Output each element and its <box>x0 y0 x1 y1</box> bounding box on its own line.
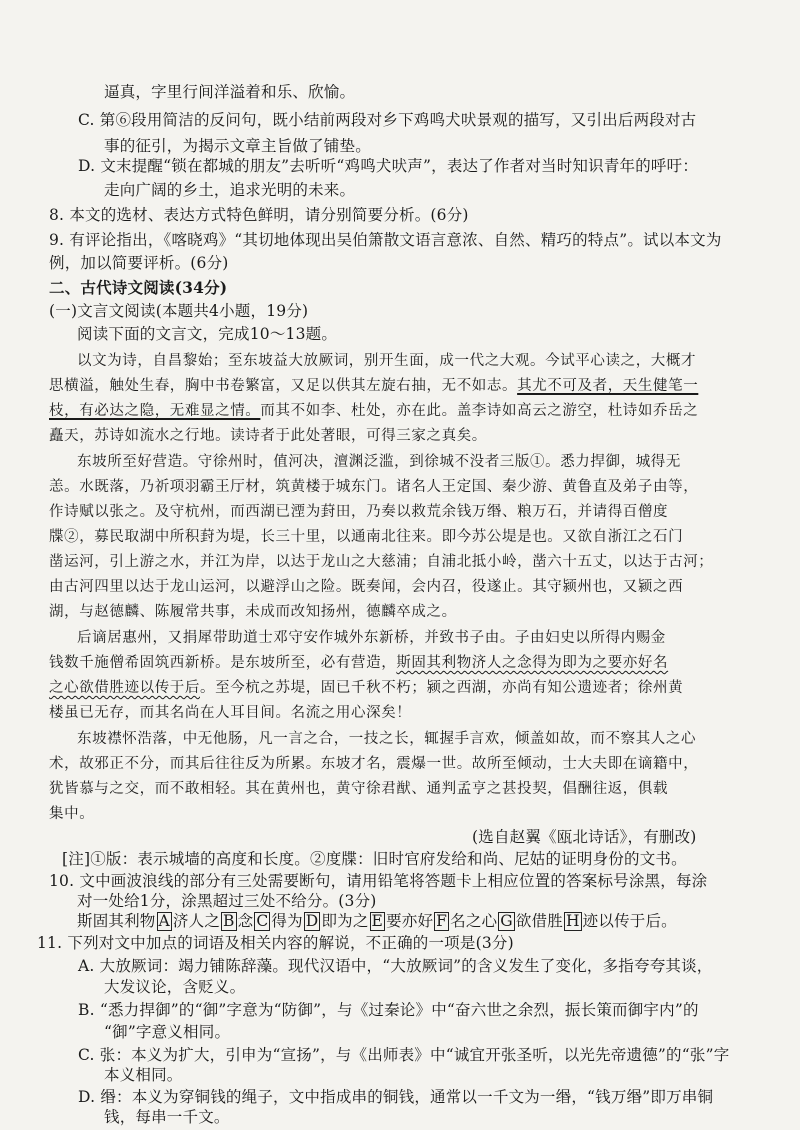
passage-p2-line1: 东坡所至好营造。守徐州时，值河决，澶渊泛滥，到徐城不没者三版①。悉力捍御，城得无 <box>77 454 681 470</box>
q11-option-d-line1: D. 缗：本义为穿铜钱的绳子，文中指成串的铜钱，通常以一千文为一缗，“钱万缗”即万串铜 <box>78 1088 714 1106</box>
q11-option-b-line1: B. “悉力捍御”的“御”字意为“防御”，与《过秦论》中“奋六世之余烈，振长策而御宇内”的 <box>78 1001 699 1019</box>
q7-option-d-line1: D. 文末提醒“锁在都城的朋友”去听听“鸡鸣犬吠声”，表达了作者对当时知识青年的呼吁： <box>78 157 699 175</box>
passage-p3-line3: 之心欲借胜迹以传于后。至今杭之苏堤，固已千秋不朽；颍之西湖，亦尚有知公遗迹者；徐州黄 <box>49 680 684 696</box>
passage-p1-line3: 枝，有必达之隐，无难显之情。而其不如李、杜处，亦在此。盖李诗如高云之游空，杜诗如乔岳之 <box>49 403 699 419</box>
section-title: 二、古代诗文阅读(34分) <box>49 278 228 297</box>
question-11-stem: 11. 下列对文中加点的词语及相关内容的解说，不正确的一项是(3分) <box>37 934 514 952</box>
passage-p3-line2: 钱数千施僧希固筑西新桥。是东坡所至，必有营造，斯固其利物济人之念得为即为之要亦好名 <box>49 655 669 671</box>
marker-f[interactable]: F <box>436 912 448 930</box>
question-9-line1: 9. 有评论指出，《喀晓鸡》“其切地体现出吴伯箫散文语言意浓、自然、精巧的特点”。试以本文为 <box>49 231 722 249</box>
q7-option-d-line2: 走向广阔的乡土，追求光明的未来。 <box>104 181 356 199</box>
q11-option-c-line1: C. 张：本义为扩大，引申为“宣扬”，与《出师表》中“诚宜开张圣听，以光先帝遗德”的“张”字 <box>78 1046 730 1064</box>
passage-p2-line4: 牒②，募民取湖中所积葑为堤，长三十里，以通南北往来。即今苏公堤是也。又欲自浙江之石门 <box>49 529 684 545</box>
wavy-underline-part2: 之心欲借胜迹以传于后 <box>49 680 200 696</box>
q11-option-a-line2: 大发议论，含贬义。 <box>104 978 246 996</box>
passage-p2-line2: 恙。水既落，乃祈项羽霸王厅材，筑黄楼于城东门。诸名人王定国、秦少游、黄鲁直及弟子由等， <box>49 479 699 495</box>
question-9-line2: 例，加以简要评析。(6分) <box>49 254 229 272</box>
question-8: 8. 本文的选材、表达方式特色鲜明，请分别简要分析。(6分) <box>49 206 469 224</box>
q11-option-d-line2: 钱，每串一千文。 <box>104 1108 230 1126</box>
q11-option-c-line2: 本义相同。 <box>104 1066 183 1084</box>
passage-p4-line1: 东坡襟怀浩落，中无他肠，凡一言之合，一技之长，辄握手言欢，倾盖如故，而不察其人之心 <box>77 731 697 747</box>
subsection-title: (一)文言文阅读(本题共4小题，19分) <box>49 302 309 320</box>
passage-p2-line5: 凿运河，引上游之水，并江为岸，以达于龙山之大慈浦；自浦北抵小岭，凿六十五丈，以达于古河； <box>49 554 714 570</box>
reading-instruction: 阅读下面的文言文，完成10～13题。 <box>77 325 338 343</box>
passage-p3-line1: 后谪居惠州，又捐犀带助道士邓守安作城外东新桥，并致书子由。子由妇史以所得内赐金 <box>77 630 666 646</box>
q11-option-b-line2: “御”字意义相同。 <box>104 1023 231 1041</box>
passage-p2-line7: 湖，与赵德麟、陈履常共事，未成而改知扬州，德麟卒成之。 <box>49 604 457 620</box>
passage-p4-line4: 集中。 <box>49 806 95 822</box>
passage-p1-line2: 思横溢，触处生春，胸中书卷繁富，又足以供其左旋右抽，无不如志。其尤不可及者，天生健笔一 <box>49 378 699 394</box>
passage-p2-line3: 作诗赋以张之。及守杭州，而西湖已湮为葑田，乃奏以救荒余钱万缗、粮万石，并请得百僧度 <box>49 504 669 520</box>
passage-p1-line1: 以文为诗，自昌黎始；至东坡益大放厥词，别开生面，成一代之大观。今试平心读之，大概才 <box>77 353 697 369</box>
passage-p4-line2: 术，故邪正不分，而其后往往反为所累。东坡才名，震爆一世。故所至倾动，士大夫即在谪籍中， <box>49 756 699 772</box>
passage-p1-line4: 矗天，苏诗如流水之行地。读诗者于此处著眼，可得三家之真矣。 <box>49 428 487 444</box>
marker-d[interactable]: D <box>305 912 319 930</box>
underlined-sentence-end: 枝，有必达之隐，无难显之情。 <box>49 403 261 419</box>
footnote: [注]①版：表示城墙的高度和长度。②度牒：旧时官府发给和尚、尼姑的证明身份的文书。 <box>62 850 687 868</box>
question-10-line1: 10. 文中画波浪线的部分有三处需要断句，请用铅笔将答题卡上相应位置的答案标号涂黑，每涂 <box>49 872 708 890</box>
passage-p2-line6: 由古河四里以达于龙山运河，以避浮山之险。既奏闻，会内召，役遂止。其守颍州也，又颍之西 <box>49 579 684 595</box>
q7-option-c-line2: 事的征引，为揭示文章主旨做了铺垫。 <box>104 137 371 155</box>
passage-source: (选自赵翼《瓯北诗话》，有删改) <box>472 828 697 846</box>
underlined-sentence: 其尤不可及者，天生健笔一 <box>517 378 699 394</box>
passage-p3-line4: 楼虽已无存，而其名尚在人耳目间。名流之用心深矣！ <box>49 705 412 721</box>
question-10-line2: 对一处给1分，涂黑超过三处不给分。(3分) <box>77 892 377 910</box>
marker-c[interactable]: C <box>256 912 269 930</box>
q11-option-a-line1: A. 大放厥词：竭力铺陈辞藻。现代汉语中，“大放厥词”的含义发生了变化，多指夸夸其谈， <box>78 957 713 975</box>
marker-e[interactable]: E <box>371 912 384 930</box>
marker-a[interactable]: A <box>158 912 170 930</box>
sentence-break-options: 斯固其利物 A 济人之 B 念 C 得为 D 即为之 E 要亦好 F 名之心 G 欲借胜 H 迹以传于后。 <box>77 912 677 930</box>
passage-p4-line3: 犹皆慕与之交，而不敢相轻。其在黄州也，黄守徐君猷、通判孟亨之甚投契，倡酬往返，俱载 <box>49 781 669 797</box>
wavy-underline-part1: 斯固其利物济人之念得为即为之要亦好名 <box>396 655 669 671</box>
q7-option-b-tail: 逼真，字里行间洋溢着和乐、欣愉。 <box>104 83 356 101</box>
marker-g[interactable]: G <box>500 912 513 930</box>
q7-option-c-line1: C. 第⑥段用简洁的反问句，既小结前两段对乡下鸡鸣犬吠景观的描写，又引出后两段对古 <box>78 111 697 129</box>
marker-b[interactable]: B <box>223 912 235 930</box>
marker-h[interactable]: H <box>565 912 580 930</box>
